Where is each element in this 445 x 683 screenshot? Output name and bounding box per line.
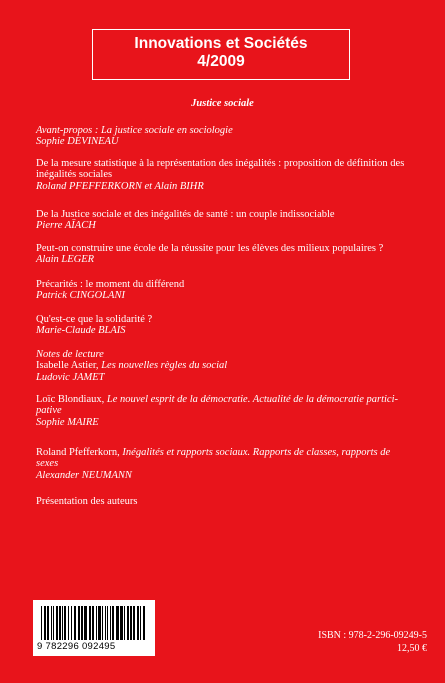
- isbn-label: ISBN : 978-2-296-09249-5: [318, 630, 427, 641]
- contents-line: Loïc Blondiaux, Le nouvel esprit de la démocratie. Actualité de la démocratie partici-: [36, 394, 398, 405]
- contents-line: Roland Pfefferkorn, Inégalités et rapports sociaux. Rapports de classes, rapports de: [36, 447, 391, 458]
- contents-line: pative: [36, 405, 62, 417]
- barcode-bar: [51, 606, 52, 640]
- barcode-bar: [143, 606, 145, 640]
- barcode-bar: [47, 606, 49, 640]
- cover-title-box: [92, 29, 350, 80]
- barcode-bar: [92, 606, 94, 640]
- barcode-bar: [74, 606, 76, 640]
- contents-line: Sophie MAIRE: [36, 416, 99, 428]
- barcode-bar: [96, 606, 97, 640]
- contents-entry: [36, 209, 335, 232]
- barcode-bar: [59, 606, 61, 640]
- barcode-bar: [110, 606, 111, 640]
- contents-entry: [36, 125, 233, 148]
- barcode-bar: [124, 606, 125, 640]
- barcode-bar: [102, 606, 103, 640]
- barcode-bar: [71, 606, 72, 640]
- issue-number: 4/2009: [197, 53, 245, 70]
- barcode-bar: [78, 606, 80, 640]
- barcode-bars: [39, 606, 149, 640]
- contents-entry: [36, 394, 398, 428]
- contents-line: Marie-Claude BLAIS: [36, 325, 126, 337]
- contents-entry: [36, 496, 137, 507]
- contents-line: Présentation des auteurs: [36, 496, 138, 507]
- contents-entry: [36, 447, 390, 481]
- contents-entry: [36, 279, 184, 302]
- contents-line: inégalités sociales: [36, 169, 113, 181]
- contents-line: Précarités : le moment du différend: [36, 279, 185, 290]
- barcode-digits: 9 782296 092495: [37, 641, 116, 652]
- barcode-bar: [112, 606, 114, 640]
- contents-line: Avant-propos : La justice sociale en sociologie: [36, 125, 233, 136]
- barcode-bar: [44, 606, 46, 640]
- barcode-bar: [107, 606, 108, 640]
- contents-line: Peut-on construire une école de la réussite pour les élèves des milieux populaires ?: [36, 243, 384, 254]
- contents-line: Sophie DEVINEAU: [36, 136, 119, 148]
- barcode-bar: [140, 606, 141, 640]
- barcode-bar: [133, 606, 135, 640]
- contents-entry: [36, 349, 227, 383]
- barcode-bar: [41, 606, 42, 640]
- barcode: [33, 600, 155, 656]
- contents-line: sexes: [36, 458, 59, 470]
- barcode-bar: [116, 606, 119, 640]
- issue-theme: Justice sociale: [191, 98, 254, 109]
- contents-line: Ludovic JAMET: [36, 371, 105, 383]
- barcode-bar: [84, 606, 87, 640]
- barcode-bar: [120, 606, 123, 640]
- contents-line: Pierre AÏACH: [36, 220, 96, 232]
- contents-line: De la Justice sociale et des inégalités de santé : un couple indissociable: [36, 209, 335, 220]
- contents-line: Patrick CINGOLANI: [36, 290, 125, 302]
- barcode-bar: [64, 606, 66, 640]
- contents-entry: [36, 314, 152, 337]
- contents-line: De la mesure statistique à la représentation des inégalités : proposition de définition des: [36, 158, 405, 169]
- series-title: Innovations et Sociétés: [134, 35, 308, 52]
- contents-line: Qu'est-ce que la solidarité ?: [36, 314, 153, 325]
- contents-line: Notes de lecture: [36, 349, 104, 360]
- contents-line: Isabelle Astier, Les nouvelles règles du social: [36, 360, 228, 372]
- contents-entry: [36, 158, 404, 192]
- contents-line: Alain LEGER: [36, 254, 95, 266]
- contents-entry: [36, 243, 383, 266]
- contents-line: Alexander NEUMANN: [36, 469, 132, 481]
- barcode-bar: [105, 606, 106, 640]
- barcode-bar: [98, 606, 101, 640]
- barcode-bar: [130, 606, 132, 640]
- contents-line: Roland PFEFFERKORN et Alain BIHR: [36, 180, 204, 192]
- barcode-bar: [62, 606, 63, 640]
- barcode-bar: [81, 606, 83, 640]
- barcode-bar: [137, 606, 139, 640]
- barcode-bar: [127, 606, 129, 640]
- price-label: 12,50 €: [397, 643, 427, 654]
- barcode-bar: [56, 606, 58, 640]
- barcode-bar: [89, 606, 91, 640]
- barcode-bar: [53, 606, 54, 640]
- barcode-bar: [68, 606, 69, 640]
